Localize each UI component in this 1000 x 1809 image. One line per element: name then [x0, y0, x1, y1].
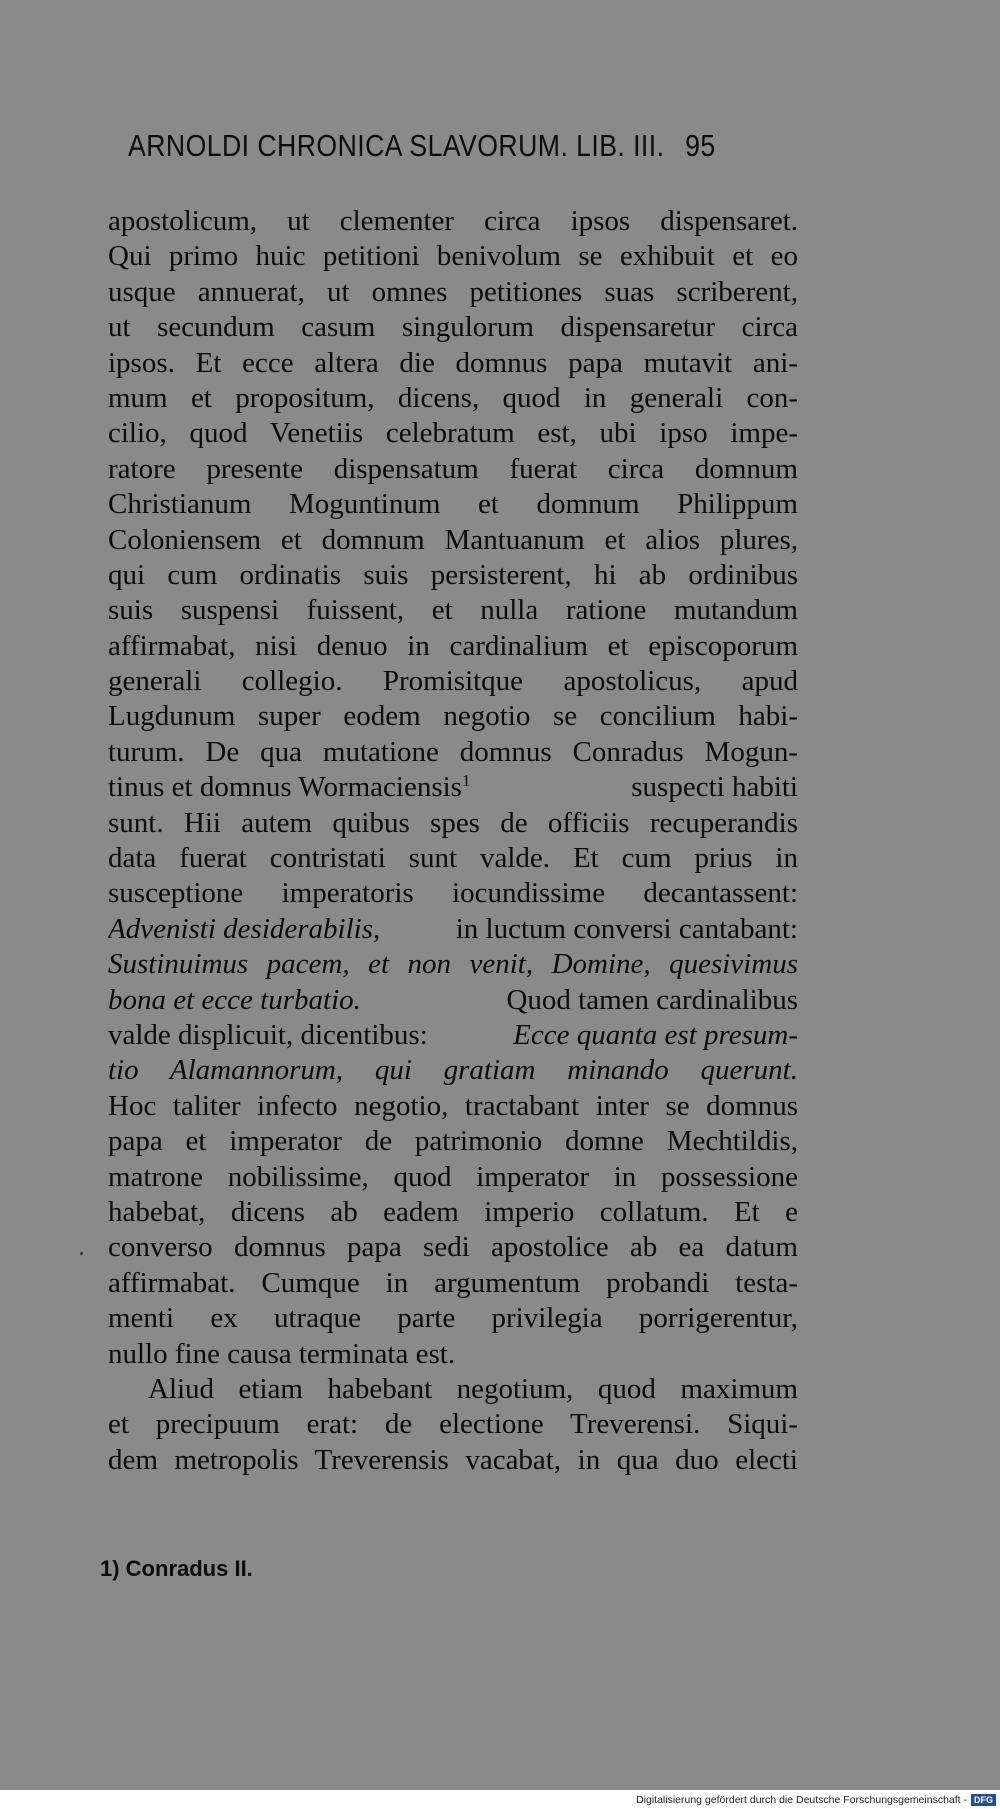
text-line: qui cum ordinatis suis persisterent, hi ab ordinibus	[108, 558, 798, 591]
text-line: papa et imperator de patrimonio domne Mechtildis,	[108, 1125, 798, 1158]
text-line: Coloniensem et domnum Mantuanum et alios plures,	[108, 523, 798, 556]
italic-quote-line: Sustinuimus pacem, et non venit, Domine, quesivimus	[108, 948, 798, 981]
text-line	[108, 1018, 798, 1053]
footnote: 1) Conradus II.	[100, 1556, 253, 1581]
text-segment: valde displicuit, dicentibus:	[108, 1018, 428, 1051]
text-line: menti ex utraque parte privilegia porrigerentur,	[108, 1302, 798, 1335]
margin-mark	[80, 1252, 83, 1255]
running-header	[128, 128, 716, 168]
text-line: nullo fine causa terminata est.	[108, 1337, 456, 1370]
text-line: turum. De qua mutatione domnus Conradus Mogun-	[108, 735, 798, 768]
text-segment: Quod tamen cardinalibus	[506, 983, 798, 1016]
digitization-credit: Digitalisierung gefördert durch die Deutsche Forschungsgemeinschaft -	[636, 1793, 967, 1806]
text-line: data fuerat contristati sunt valde. Et cum prius in	[108, 842, 798, 875]
text-line: apostolicum, ut clementer circa ipsos dispensaret.	[108, 205, 798, 237]
text-line: habebat, dicens ab eadem imperio collatum. Et e	[108, 1195, 798, 1228]
text-line-footnote-ref	[108, 770, 798, 805]
text-line: Lugdunum super eodem negotio se concilium habi-	[108, 700, 798, 733]
text-line: suis suspensi fuissent, et nulla ratione mutandum	[108, 594, 798, 627]
text-line: usque annuerat, ut omnes petitiones suas scriberent,	[108, 275, 798, 308]
text-line: Aliud etiam habebant negotium, quod maximum	[148, 1372, 798, 1405]
text-line	[108, 912, 798, 947]
digitization-footer	[0, 1790, 1000, 1809]
italic-quote-line: tio Alamannorum, qui gratiam minando querunt.	[108, 1054, 798, 1087]
text-line: converso domnus papa sedi apostolice ab ea datum	[108, 1231, 798, 1264]
text-segment: suspecti habiti	[631, 771, 798, 804]
text-line: generali collegio. Promisitque apostolicus, apud	[108, 665, 798, 698]
text-line: ratore presente dispensatum fuerat circa domnum	[108, 452, 798, 485]
text-line: mum et propositum, dicens, quod in generali con-	[108, 381, 798, 414]
text-line: et precipuum erat: de electione Treverensi. Siqui-	[108, 1408, 798, 1441]
page-number: 95	[685, 128, 716, 163]
dfg-logo-icon: DFG	[971, 1794, 996, 1806]
text-line: cilio, quod Venetiis celebratum est, ubi ipso impe-	[108, 417, 798, 450]
text-line: Christianum Moguntinum et domnum Philippum	[108, 488, 798, 521]
text-line: matrone nobilissime, quod imperator in possessione	[108, 1160, 798, 1193]
italic-quote: Ecce quanta est presum-	[513, 1018, 798, 1051]
text-line: Hoc taliter infecto negotio, tractabant inter se domnus	[108, 1089, 798, 1122]
text-line: dem metropolis Treverensis vacabat, in qua duo electi	[108, 1443, 798, 1476]
text-segment: in luctum conversi cantabant:	[455, 912, 798, 945]
header-title: ARNOLDI CHRONICA SLAVORUM. LIB. III.	[128, 128, 665, 163]
italic-quote: bona et ecce turbatio.	[108, 983, 361, 1016]
text-line: Qui primo huic petitioni benivolum se exhibuit et eo	[108, 240, 798, 273]
text-line: affirmabat, nisi denuo in cardinalium et episcoporum	[108, 629, 798, 662]
text-line: ut secundum casum singulorum dispensaretur circa	[108, 311, 798, 344]
text-line: ipsos. Et ecce altera die domnus papa mutavit ani-	[108, 346, 798, 379]
body-text	[108, 204, 798, 1478]
text-line: sunt. Hii autem quibus spes de officiis recuperandis	[108, 806, 798, 839]
text-line: susceptione imperatoris iocundissime decantassent:	[108, 877, 798, 910]
text-segment: tinus et domnus Wormaciensis	[108, 771, 462, 804]
footnote-reference: 1	[461, 771, 471, 791]
italic-quote: Advenisti desiderabilis,	[108, 912, 381, 945]
text-line: affirmabat. Cumque in argumentum probandi testa-	[108, 1266, 798, 1299]
text-line	[108, 983, 798, 1018]
